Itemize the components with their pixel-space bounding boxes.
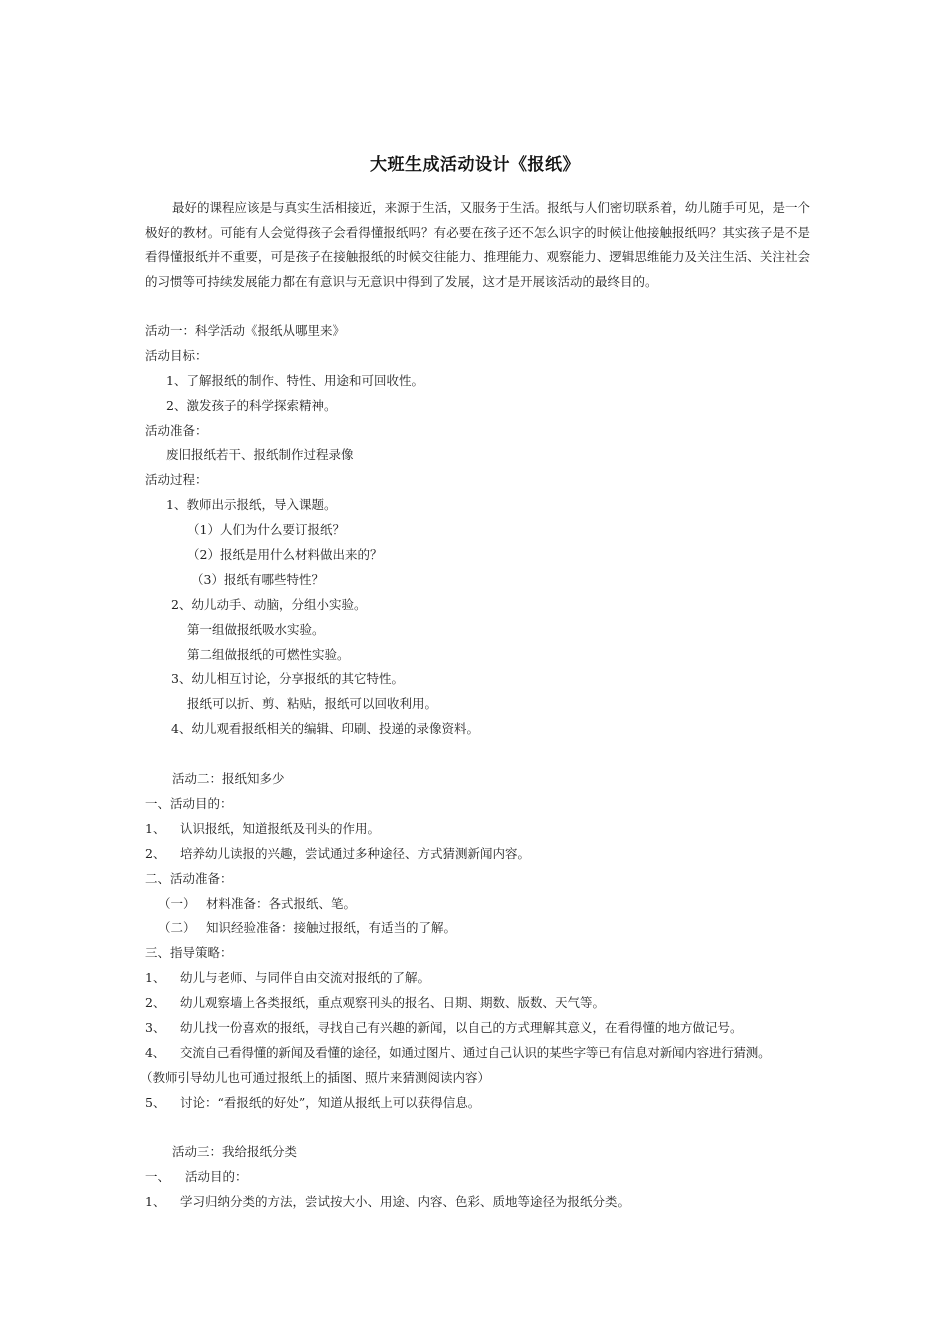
activity2-strategy-label: 三、指导策略： <box>145 945 233 960</box>
activity1-process-label: 活动过程： <box>145 472 208 487</box>
activity3-heading: 活动三：我给报纸分类 <box>172 1144 298 1159</box>
item-text: 讨论：“看报纸的好处”，知道从报纸上可以获得信息。 <box>180 1095 481 1110</box>
item-text: 幼儿找一份喜欢的报纸，寻找自己有兴趣的新闻，以自己的方式理解其意义，在看得懂的地方做记号。 <box>180 1020 743 1035</box>
document-title: 大班生成活动设计《报纸》 <box>370 155 580 175</box>
activity2-strategy-1 <box>145 968 430 988</box>
activity2-strategy-5 <box>145 1093 480 1113</box>
item-number: （二） <box>158 920 196 935</box>
activity1-step-3-detail: 报纸可以折、剪、粘贴，报纸可以回收利用。 <box>187 696 438 711</box>
activity2-heading: 活动二：报纸知多少 <box>172 771 285 786</box>
item-number: 1、 <box>145 1194 166 1209</box>
activity1-step-1: 1、教师出示报纸，导入课题。 <box>166 497 337 512</box>
activity1-step-2-group1: 第一组做报纸吸水实验。 <box>187 622 325 637</box>
activity1-step-4: 4、幼儿观看报纸相关的编辑、印刷、投递的录像资料。 <box>171 721 479 736</box>
intro-paragraph: 最好的课程应该是与真实生活相接近，来源于生活，又服务于生活。报纸与人们密切联系着，幼儿随手可见，是一个极好的教材。可能有人会觉得孩子会看得懂报纸吗？有必要在孩子还不怎么识字的时候让他接触报纸吗？其实孩子是不是看得懂报纸并不重要，可是孩子在接触报纸的时候交往能力、推理能力、观察能力、逻辑思维能力及关注生活、关注社会的习惯等可持续发展能力都在有意识与无意识中得到了发展，这才是开展该活动的最终目的。 <box>145 200 810 289</box>
activity1-step-1-q2: （2）报纸是用什么材料做出来的？ <box>187 547 383 562</box>
item-text: 幼儿与老师、与同伴自由交流对报纸的了解。 <box>180 970 431 985</box>
activity2-strategy-3 <box>145 1018 743 1038</box>
item-number: 4、 <box>145 1045 166 1060</box>
activity2-goal-2 <box>145 844 530 864</box>
item-number: 一、 <box>145 1169 171 1184</box>
item-text: 活动目的： <box>185 1169 248 1184</box>
activity1-step-2: 2、幼儿动手、动脑，分组小实验。 <box>171 597 367 612</box>
item-number: 1、 <box>145 970 166 985</box>
activity2-strategy-note: （教师引导幼儿也可通过报纸上的插图、照片来猜测阅读内容） <box>140 1070 491 1085</box>
activity3-goal-1 <box>145 1192 630 1212</box>
item-text: 幼儿观察墙上各类报纸，重点观察刊头的报名、日期、期数、版数、天气等。 <box>180 995 606 1010</box>
item-text: 认识报纸，知道报纸及刊头的作用。 <box>180 821 381 836</box>
activity2-strategy-2 <box>145 993 605 1013</box>
item-number: 2、 <box>145 995 166 1010</box>
activity2-goal-1 <box>145 819 380 839</box>
activity1-goals-label: 活动目标： <box>145 348 208 363</box>
activity1-step-2-group2: 第二组做报纸的可燃性实验。 <box>187 647 350 662</box>
activity1-goal-2: 2、激发孩子的科学探索精神。 <box>166 398 337 413</box>
item-number: 3、 <box>145 1020 166 1035</box>
activity1-heading: 活动一：科学活动《报纸从哪里来》 <box>145 323 346 338</box>
activity3-goals-label <box>145 1167 248 1187</box>
activity1-prep: 废旧报纸若干、报纸制作过程录像 <box>166 447 354 462</box>
activity1-prep-label: 活动准备： <box>145 423 208 438</box>
activity2-prep-label: 二、活动准备： <box>145 871 233 886</box>
item-number: 1、 <box>145 821 166 836</box>
item-number: 5、 <box>145 1095 166 1110</box>
item-text: 知识经验准备：接触过报纸，有适当的了解。 <box>206 920 457 935</box>
item-number: （一） <box>158 896 196 911</box>
item-number: 2、 <box>145 846 166 861</box>
item-text: 材料准备：各式报纸、笔。 <box>206 896 357 911</box>
item-text: 培养幼儿读报的兴趣，尝试通过多种途径、方式猜测新闻内容。 <box>180 846 531 861</box>
item-text: 学习归纳分类的方法，尝试按大小、用途、内容、色彩、质地等途径为报纸分类。 <box>180 1194 631 1209</box>
activity1-step-3: 3、幼儿相互讨论，分享报纸的其它特性。 <box>171 671 404 686</box>
activity1-step-1-q3: （3）报纸有哪些特性？ <box>191 572 324 587</box>
activity2-goals-label: 一、活动目的： <box>145 796 233 811</box>
activity1-goal-1: 1、了解报纸的制作、特性、用途和可回收性。 <box>166 373 424 388</box>
activity2-prep-2 <box>158 918 456 938</box>
activity1-step-1-q1: （1）人们为什么要订报纸？ <box>187 522 345 537</box>
activity2-prep-1 <box>158 894 356 914</box>
item-text: 交流自己看得懂的新闻及看懂的途径，如通过图片、通过自己认识的某些字等已有信息对新闻内容进行猜测。 <box>180 1045 771 1060</box>
activity2-strategy-4 <box>145 1043 770 1063</box>
